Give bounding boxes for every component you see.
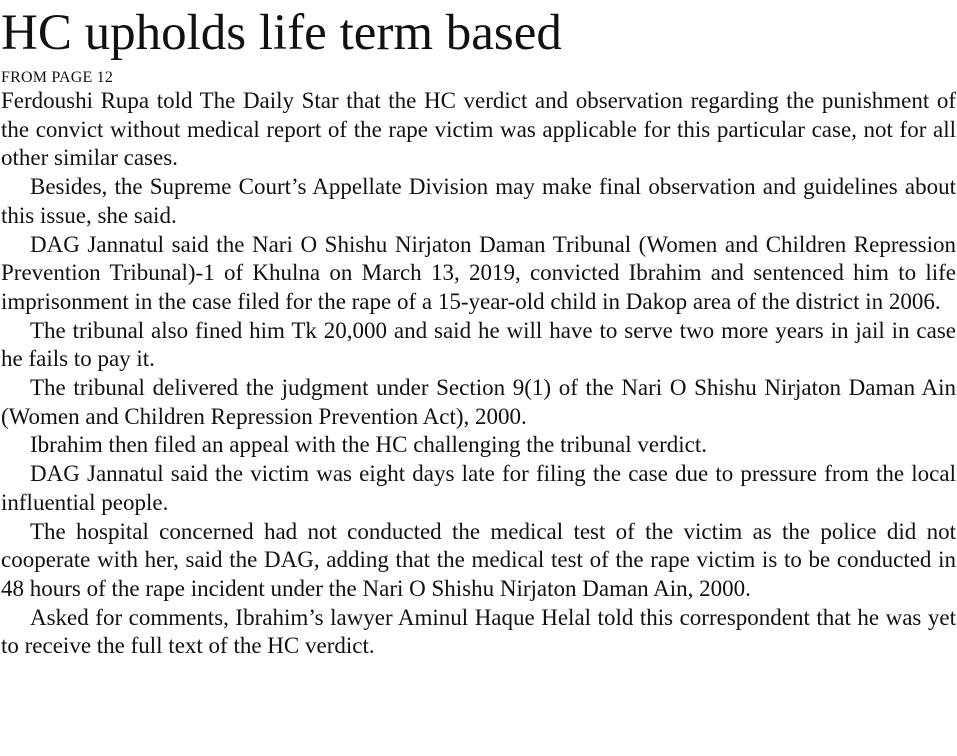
article-paragraph: DAG Jannatul said the victim was eight days late for filing the case due to pressure from the local influential people.: [1, 461, 956, 515]
article-paragraph: The hospital concerned had not conducted the medical test of the victim as the police did not cooperate with her, said the DAG, adding that the medical test of the rape victim is to be conducted in 48 hours of the rape incident under the Nari O Shishu Nirjaton Daman Ain, 2000.: [1, 518, 956, 601]
continued-from-label: FROM PAGE 12: [1, 69, 114, 86]
article-paragraph: The tribunal also fined him Tk 20,000 and said he will have to serve two more years in jail in case he fails to pay it.: [1, 317, 956, 372]
article-paragraph: DAG Jannatul said the Nari O Shishu Nirjaton Daman Tribunal (Women and Children Repression Prevention Tribunal)-1 of Khulna on March 13, 2019, convicted Ibrahim and sentenced him to life imprisonment in the case filed for the rape of a 15-year-old child in Dakop area of the district in 2006.: [1, 231, 956, 314]
article-paragraph: Besides, the Supreme Court’s Appellate Division may make final observation and guidelines about this issue, she said.: [1, 174, 956, 228]
article-paragraph: The tribunal delivered the judgment under Section 9(1) of the Nari O Shishu Nirjaton Daman Ain (Women and Children Repression Prevention Act), 2000.: [1, 375, 956, 429]
article-body: [1, 87, 956, 661]
article-paragraph: Ferdoushi Rupa told The Daily Star that the HC verdict and observation regarding the punishment of the convict without medical report of the rape victim was applicable for this particular case, not for all other similar cases.: [1, 88, 956, 171]
article-paragraph: Ibrahim then filed an appeal with the HC challenging the tribunal verdict.: [30, 432, 708, 458]
article-headline: HC upholds life term based: [1, 5, 562, 61]
article-paragraph: Asked for comments, Ibrahim’s lawyer Aminul Haque Helal told this correspondent that he was yet to receive the full text of the HC verdict.: [1, 604, 956, 659]
